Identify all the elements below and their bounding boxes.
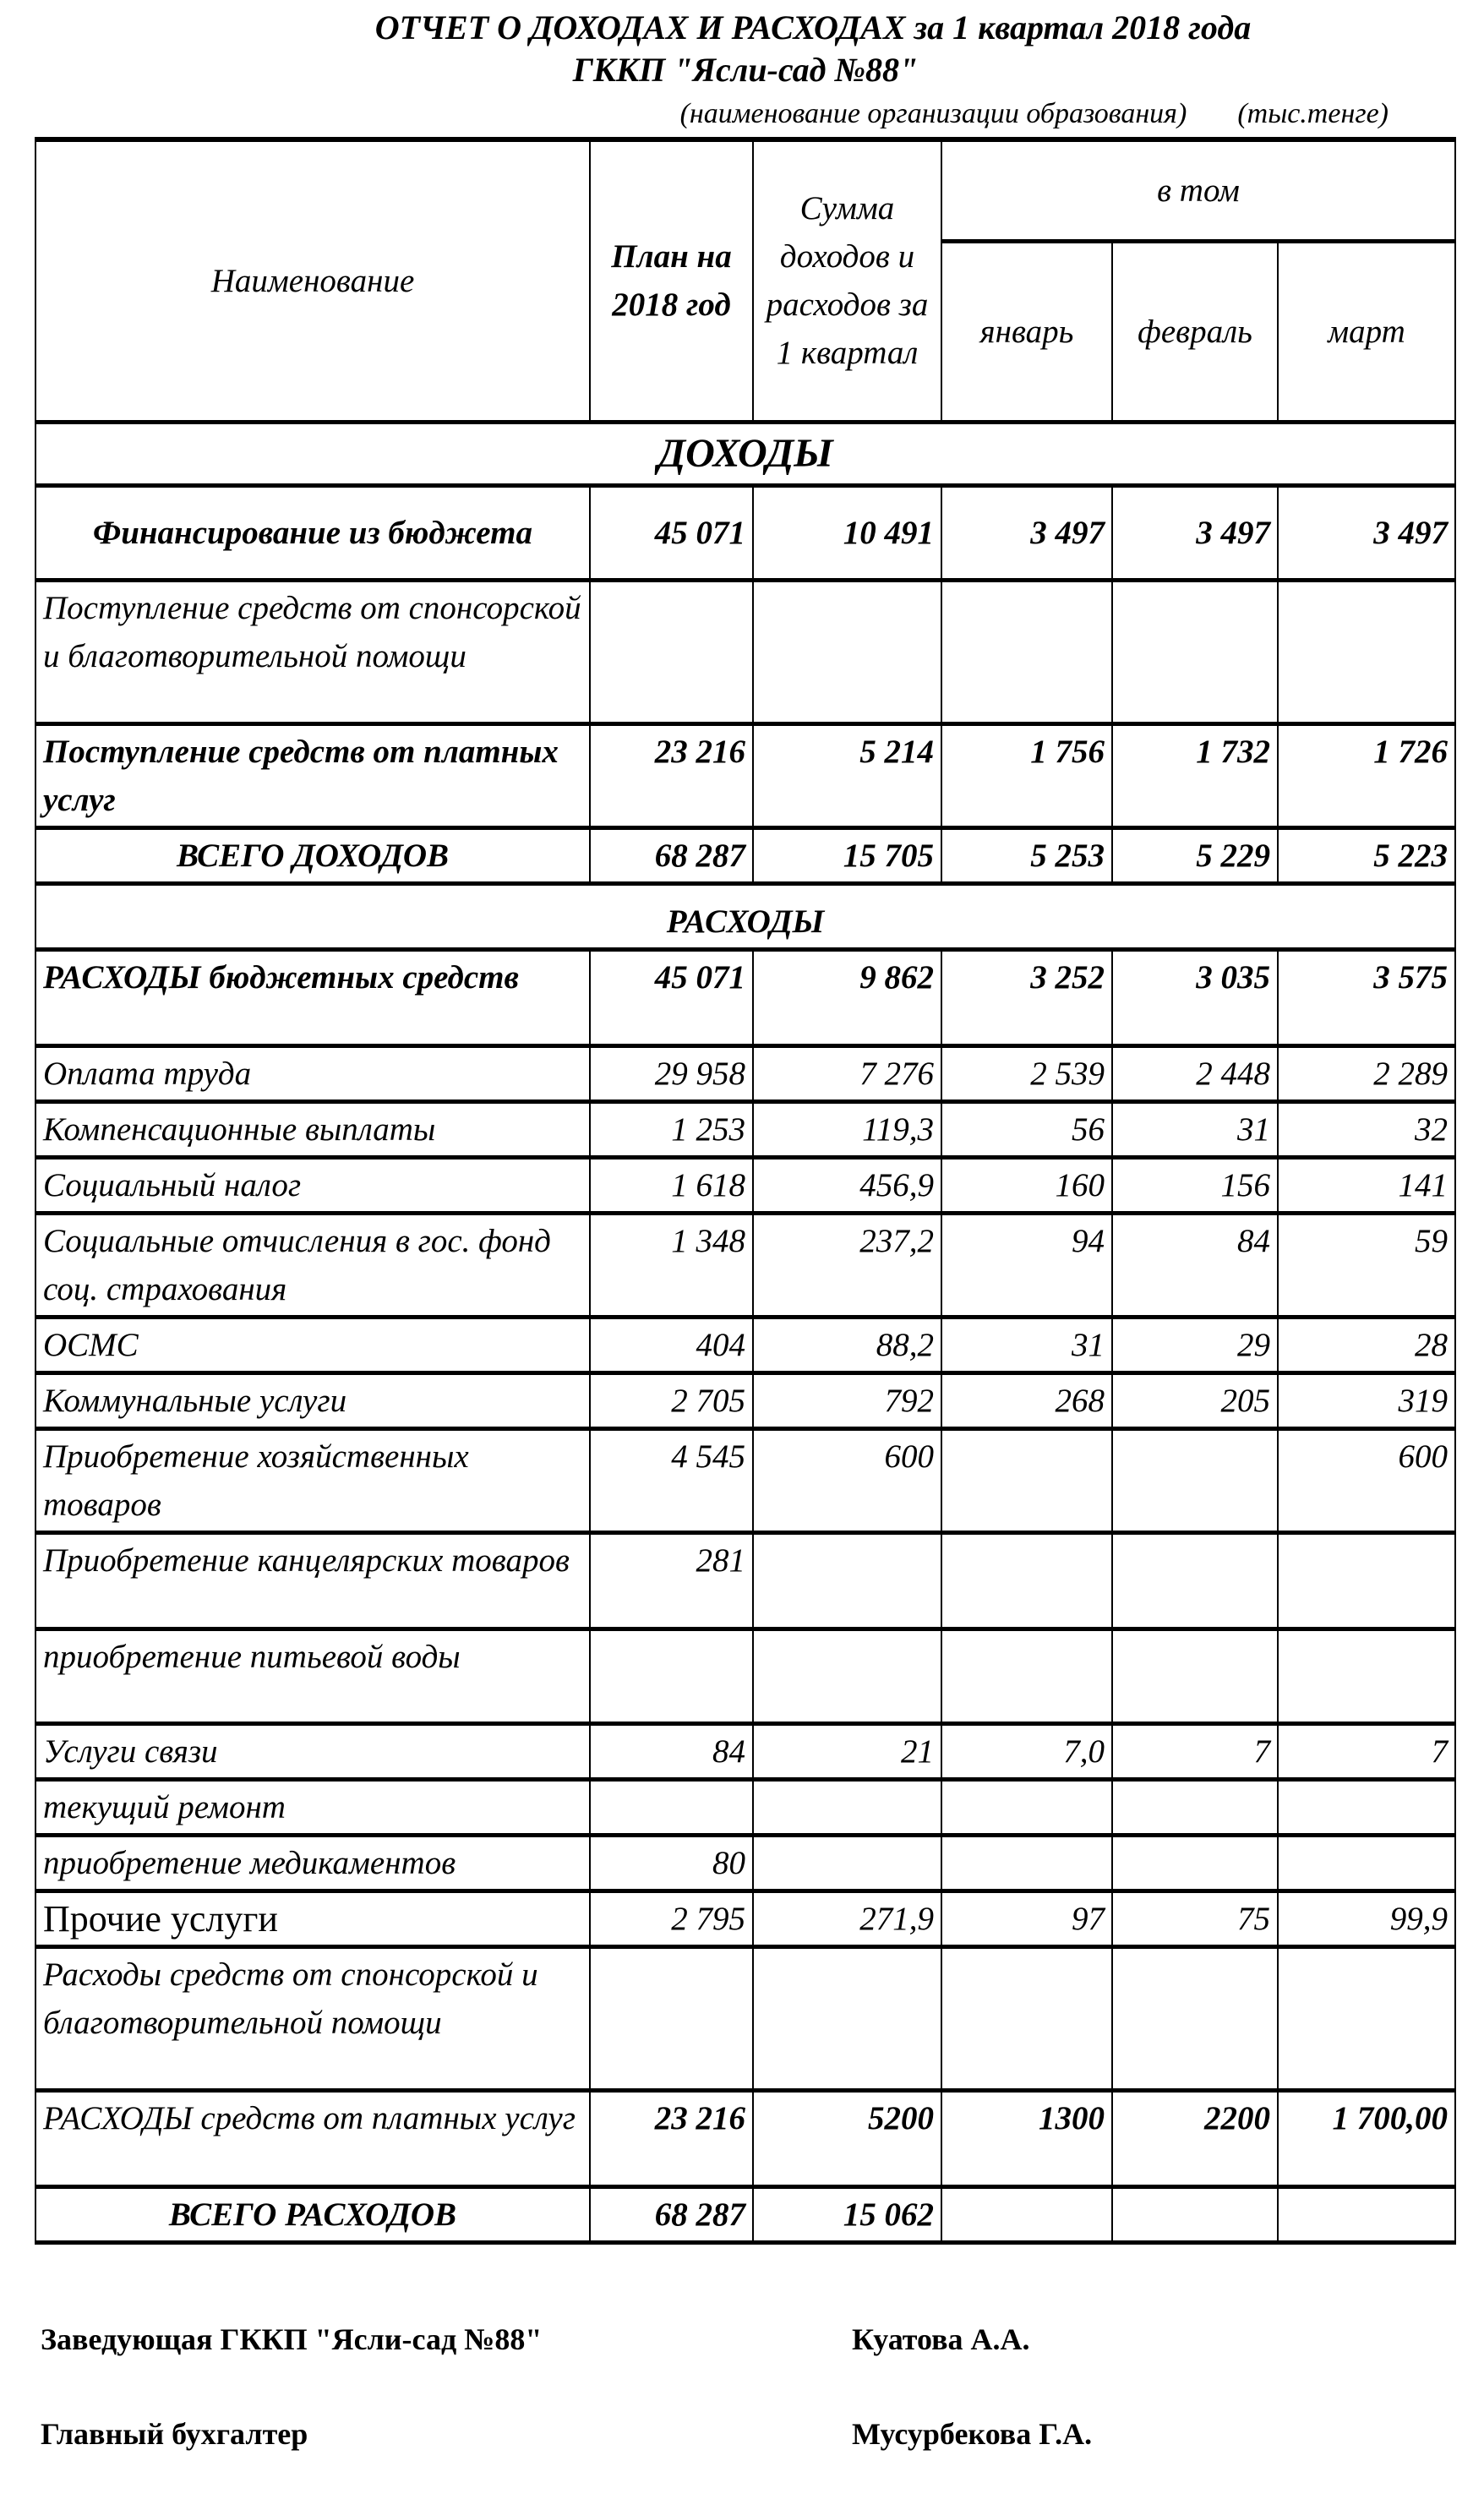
caption-row bbox=[35, 96, 1389, 132]
cell-mar bbox=[1278, 1629, 1455, 1723]
cell-plan: 1 253 bbox=[590, 1101, 753, 1157]
cell-feb: 31 bbox=[1112, 1101, 1278, 1157]
cell-mar bbox=[1278, 1532, 1455, 1629]
cell-mar: 319 bbox=[1278, 1372, 1455, 1428]
row-name: Оплата труда bbox=[35, 1045, 590, 1101]
cell-plan: 2 705 bbox=[590, 1372, 753, 1428]
table-row bbox=[35, 1946, 1455, 2090]
row-name: приобретение медикаментов bbox=[35, 1835, 590, 1891]
cell-feb bbox=[1112, 2186, 1278, 2242]
table-row bbox=[35, 949, 1455, 1045]
expenses-total-row bbox=[35, 2186, 1455, 2242]
organization-caption: (наименование организации образования) bbox=[679, 98, 1187, 129]
cell-feb bbox=[1112, 1428, 1278, 1532]
table-row bbox=[35, 1317, 1455, 1372]
cell-feb: 1 732 bbox=[1112, 723, 1278, 827]
cell-mar: 3 575 bbox=[1278, 949, 1455, 1045]
cell-plan: 80 bbox=[590, 1835, 753, 1891]
signature-role-head: Заведующая ГККП "Ясли-сад №88" bbox=[41, 2322, 543, 2356]
cell-sum: 119,3 bbox=[753, 1101, 941, 1157]
cell-feb: 84 bbox=[1112, 1213, 1278, 1317]
cell-mar bbox=[1278, 1835, 1455, 1891]
cell-mar bbox=[1278, 1946, 1455, 2090]
section-income-title: ДОХОДЫ bbox=[35, 422, 1455, 485]
cell-sum: 21 bbox=[753, 1723, 941, 1779]
row-name: ОСМС bbox=[35, 1317, 590, 1372]
cell-plan bbox=[590, 1629, 753, 1723]
row-name: ВСЕГО ДОХОДОВ bbox=[35, 827, 590, 883]
cell-feb: 205 bbox=[1112, 1372, 1278, 1428]
col-header-sum: Сумма доходов и расходов за 1 квартал bbox=[753, 139, 941, 422]
cell-feb bbox=[1112, 1779, 1278, 1835]
row-name: Приобретение канцелярских товаров bbox=[35, 1532, 590, 1629]
cell-feb bbox=[1112, 1835, 1278, 1891]
table-row bbox=[35, 1045, 1455, 1101]
cell-sum: 456,9 bbox=[753, 1157, 941, 1213]
cell-jan: 268 bbox=[941, 1372, 1112, 1428]
cell-mar: 1 700,00 bbox=[1278, 2090, 1455, 2186]
cell-mar bbox=[1278, 580, 1455, 723]
section-expenses-title: РАСХОДЫ bbox=[35, 883, 1455, 949]
signatures bbox=[41, 2321, 1443, 2453]
cell-jan: 3 497 bbox=[941, 485, 1112, 580]
report-header bbox=[0, 0, 1419, 132]
row-name: Услуги связи bbox=[35, 1723, 590, 1779]
cell-mar: 600 bbox=[1278, 1428, 1455, 1532]
row-name: Поступление средств от платных услуг bbox=[35, 723, 590, 827]
table-row bbox=[35, 1723, 1455, 1779]
row-name: Прочие услуги bbox=[35, 1891, 590, 1946]
cell-jan: 31 bbox=[941, 1317, 1112, 1372]
cell-sum bbox=[753, 1629, 941, 1723]
row-name: ВСЕГО РАСХОДОВ bbox=[35, 2186, 590, 2242]
income-total-row bbox=[35, 827, 1455, 883]
cell-feb: 5 229 bbox=[1112, 827, 1278, 883]
row-name: Коммунальные услуги bbox=[35, 1372, 590, 1428]
row-name: Приобретение хозяйственных товаров bbox=[35, 1428, 590, 1532]
row-name: Социальный налог bbox=[35, 1157, 590, 1213]
cell-sum: 5 214 bbox=[753, 723, 941, 827]
row-name: Расходы средств от спонсорской и благотворительной помощи bbox=[35, 1946, 590, 2090]
cell-feb: 29 bbox=[1112, 1317, 1278, 1372]
cell-plan: 4 545 bbox=[590, 1428, 753, 1532]
cell-mar: 59 bbox=[1278, 1213, 1455, 1317]
cell-jan: 5 253 bbox=[941, 827, 1112, 883]
cell-sum: 792 bbox=[753, 1372, 941, 1428]
cell-feb: 7 bbox=[1112, 1723, 1278, 1779]
cell-jan: 2 539 bbox=[941, 1045, 1112, 1101]
col-header-feb: февраль bbox=[1112, 241, 1278, 422]
cell-plan: 404 bbox=[590, 1317, 753, 1372]
organization-name: ГККП "Ясли-сад №88" bbox=[572, 51, 919, 89]
cell-mar bbox=[1278, 1779, 1455, 1835]
table-row bbox=[35, 723, 1455, 827]
cell-jan bbox=[941, 1532, 1112, 1629]
table-row bbox=[35, 1629, 1455, 1723]
cell-sum: 10 491 bbox=[753, 485, 941, 580]
row-name: приобретение питьевой воды bbox=[35, 1629, 590, 1723]
cell-sum: 15 705 bbox=[753, 827, 941, 883]
cell-jan bbox=[941, 1835, 1112, 1891]
cell-jan bbox=[941, 1779, 1112, 1835]
cell-jan bbox=[941, 580, 1112, 723]
cell-plan: 68 287 bbox=[590, 827, 753, 883]
report-title: ОТЧЕТ О ДОХОДАХ И РАСХОДАХ за 1 квартал 2018 года bbox=[374, 8, 1252, 46]
cell-plan: 1 348 bbox=[590, 1213, 753, 1317]
row-name: РАСХОДЫ средств от платных услуг bbox=[35, 2090, 590, 2186]
cell-jan bbox=[941, 1629, 1112, 1723]
signature-name-accountant: Мусурбекова Г.А. bbox=[852, 2416, 1093, 2451]
cell-sum: 271,9 bbox=[753, 1891, 941, 1946]
cell-mar: 3 497 bbox=[1278, 485, 1455, 580]
cell-feb: 3 497 bbox=[1112, 485, 1278, 580]
cell-feb bbox=[1112, 1946, 1278, 2090]
row-name-rest: бюджетных средств bbox=[200, 958, 519, 996]
cell-feb bbox=[1112, 1629, 1278, 1723]
cell-mar: 141 bbox=[1278, 1157, 1455, 1213]
cell-sum: 15 062 bbox=[753, 2186, 941, 2242]
table-row bbox=[35, 1532, 1455, 1629]
cell-sum: 7 276 bbox=[753, 1045, 941, 1101]
cell-plan: 2 795 bbox=[590, 1891, 753, 1946]
cell-sum: 88,2 bbox=[753, 1317, 941, 1372]
cell-feb: 75 bbox=[1112, 1891, 1278, 1946]
signature-role-accountant: Главный бухгалтер bbox=[41, 2416, 308, 2451]
cell-jan: 1300 bbox=[941, 2090, 1112, 2186]
cell-sum: 600 bbox=[753, 1428, 941, 1532]
cell-sum: 5200 bbox=[753, 2090, 941, 2186]
cell-jan: 94 bbox=[941, 1213, 1112, 1317]
cell-sum bbox=[753, 1946, 941, 2090]
cell-plan: 45 071 bbox=[590, 485, 753, 580]
cell-sum: 9 862 bbox=[753, 949, 941, 1045]
row-name bbox=[35, 949, 590, 1045]
table-row bbox=[35, 1891, 1455, 1946]
col-header-mar: март bbox=[1278, 241, 1455, 422]
table-row bbox=[35, 485, 1455, 580]
table-row bbox=[35, 1779, 1455, 1835]
cell-plan: 23 216 bbox=[590, 2090, 753, 2186]
table-row bbox=[35, 1101, 1455, 1157]
cell-sum bbox=[753, 1835, 941, 1891]
cell-jan: 3 252 bbox=[941, 949, 1112, 1045]
row-name: Поступление средств от спонсорской и благотворительной помощи bbox=[35, 580, 590, 723]
col-header-plan: План на 2018 год bbox=[590, 139, 753, 422]
signature-row-head bbox=[41, 2321, 1443, 2358]
cell-feb: 2 448 bbox=[1112, 1045, 1278, 1101]
table-row bbox=[35, 1157, 1455, 1213]
cell-jan: 7,0 bbox=[941, 1723, 1112, 1779]
table-row bbox=[35, 1372, 1455, 1428]
cell-mar: 7 bbox=[1278, 1723, 1455, 1779]
cell-mar: 32 bbox=[1278, 1101, 1455, 1157]
cell-jan bbox=[941, 1946, 1112, 2090]
cell-mar bbox=[1278, 2186, 1455, 2242]
table-row bbox=[35, 1835, 1455, 1891]
cell-jan bbox=[941, 2186, 1112, 2242]
cell-sum bbox=[753, 1532, 941, 1629]
cell-jan: 1 756 bbox=[941, 723, 1112, 827]
cell-mar: 5 223 bbox=[1278, 827, 1455, 883]
cell-jan: 97 bbox=[941, 1891, 1112, 1946]
col-header-name: Наименование bbox=[35, 139, 590, 422]
cell-sum: 237,2 bbox=[753, 1213, 941, 1317]
cell-mar: 1 726 bbox=[1278, 723, 1455, 827]
cell-feb: 3 035 bbox=[1112, 949, 1278, 1045]
units-label: (тыс.тенге) bbox=[1237, 98, 1389, 129]
cell-jan: 160 bbox=[941, 1157, 1112, 1213]
row-name: Финансирование из бюджета bbox=[35, 485, 590, 580]
cell-mar: 2 289 bbox=[1278, 1045, 1455, 1101]
cell-plan: 45 071 bbox=[590, 949, 753, 1045]
table-row bbox=[35, 1428, 1455, 1532]
cell-feb bbox=[1112, 580, 1278, 723]
signature-name-head: Куатова А.А. bbox=[852, 2322, 1030, 2356]
row-name-bold: РАСХОДЫ bbox=[43, 958, 201, 996]
cell-plan: 1 618 bbox=[590, 1157, 753, 1213]
cell-plan: 68 287 bbox=[590, 2186, 753, 2242]
cell-feb: 156 bbox=[1112, 1157, 1278, 1213]
cell-feb bbox=[1112, 1532, 1278, 1629]
col-header-including: в том bbox=[941, 139, 1455, 241]
cell-plan bbox=[590, 580, 753, 723]
row-name: Социальные отчисления в гос. фонд соц. страхования bbox=[35, 1213, 590, 1317]
cell-plan bbox=[590, 1946, 753, 2090]
row-name: текущий ремонт bbox=[35, 1779, 590, 1835]
col-header-jan: январь bbox=[941, 241, 1112, 422]
cell-jan bbox=[941, 1428, 1112, 1532]
cell-plan: 29 958 bbox=[590, 1045, 753, 1101]
report-table bbox=[35, 137, 1456, 2245]
signature-row-accountant bbox=[41, 2415, 1443, 2453]
table-row bbox=[35, 2090, 1455, 2186]
cell-sum bbox=[753, 580, 941, 723]
cell-plan bbox=[590, 1779, 753, 1835]
cell-sum bbox=[753, 1779, 941, 1835]
row-name: Компенсационные выплаты bbox=[35, 1101, 590, 1157]
cell-plan: 23 216 bbox=[590, 723, 753, 827]
cell-plan: 281 bbox=[590, 1532, 753, 1629]
cell-mar: 99,9 bbox=[1278, 1891, 1455, 1946]
cell-jan: 56 bbox=[941, 1101, 1112, 1157]
cell-feb: 2200 bbox=[1112, 2090, 1278, 2186]
cell-plan: 84 bbox=[590, 1723, 753, 1779]
cell-mar: 28 bbox=[1278, 1317, 1455, 1372]
table-row bbox=[35, 1213, 1455, 1317]
table-row bbox=[35, 580, 1455, 723]
